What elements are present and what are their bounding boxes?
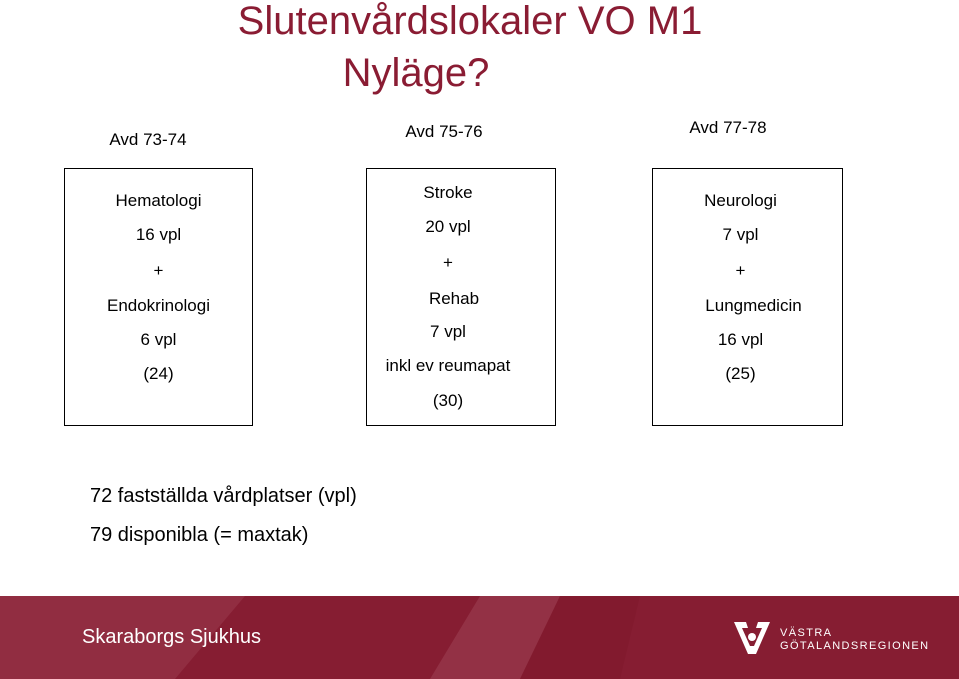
dept-heading-73-74: Avd 73-74 — [109, 130, 187, 149]
bed-count: 7 vpl — [430, 322, 466, 341]
specialty-label: Endokrinologi — [106, 296, 210, 315]
bed-count: 7 vpl — [722, 225, 759, 244]
dept-heading-77-78: Avd 77-78 — [689, 118, 767, 137]
bed-count: 6 vpl — [140, 330, 177, 349]
logo-line2: GÖTALANDSREGIONEN — [780, 640, 930, 652]
summary-fixed-beds: 72 fastställda vårdplatser (vpl) — [90, 485, 357, 507]
total-count: (24) — [143, 364, 174, 383]
total-count: (30) — [432, 391, 464, 410]
vgr-logo — [732, 618, 930, 660]
plus-sign: + — [735, 261, 746, 280]
logo-wordmark — [780, 627, 930, 653]
specialty-label: Neurologi — [704, 191, 777, 210]
summary-available-beds: 79 disponibla (= maxtak) — [90, 524, 309, 546]
specialty-label: Lungmedicin — [705, 296, 802, 315]
bed-count: 16 vpl — [135, 225, 182, 244]
bed-count: 16 vpl — [717, 330, 764, 349]
plus-sign: + — [443, 253, 453, 272]
vgr-flag-icon — [732, 618, 776, 658]
dept-box-73-74 — [64, 168, 253, 426]
plus-sign: + — [153, 261, 164, 280]
page-subtitle: Nyläge? — [342, 51, 490, 95]
footer-bar — [0, 596, 959, 679]
page-title: Slutenvårdslokaler VO M1 — [237, 0, 703, 43]
total-count: (25) — [725, 364, 756, 383]
logo-line1: VÄSTRA — [780, 627, 833, 639]
dept-box-75-76 — [366, 168, 556, 426]
footer-brand: Skaraborgs Sjukhus — [82, 626, 261, 648]
note-label: inkl ev reumapat — [385, 356, 511, 375]
bed-count: 20 vpl — [425, 217, 471, 236]
specialty-label: Stroke — [423, 183, 473, 202]
dept-heading-75-76: Avd 75-76 — [405, 122, 483, 141]
specialty-label: Hematologi — [115, 191, 202, 210]
specialty-label: Rehab — [428, 289, 480, 308]
dept-box-77-78 — [652, 168, 843, 426]
